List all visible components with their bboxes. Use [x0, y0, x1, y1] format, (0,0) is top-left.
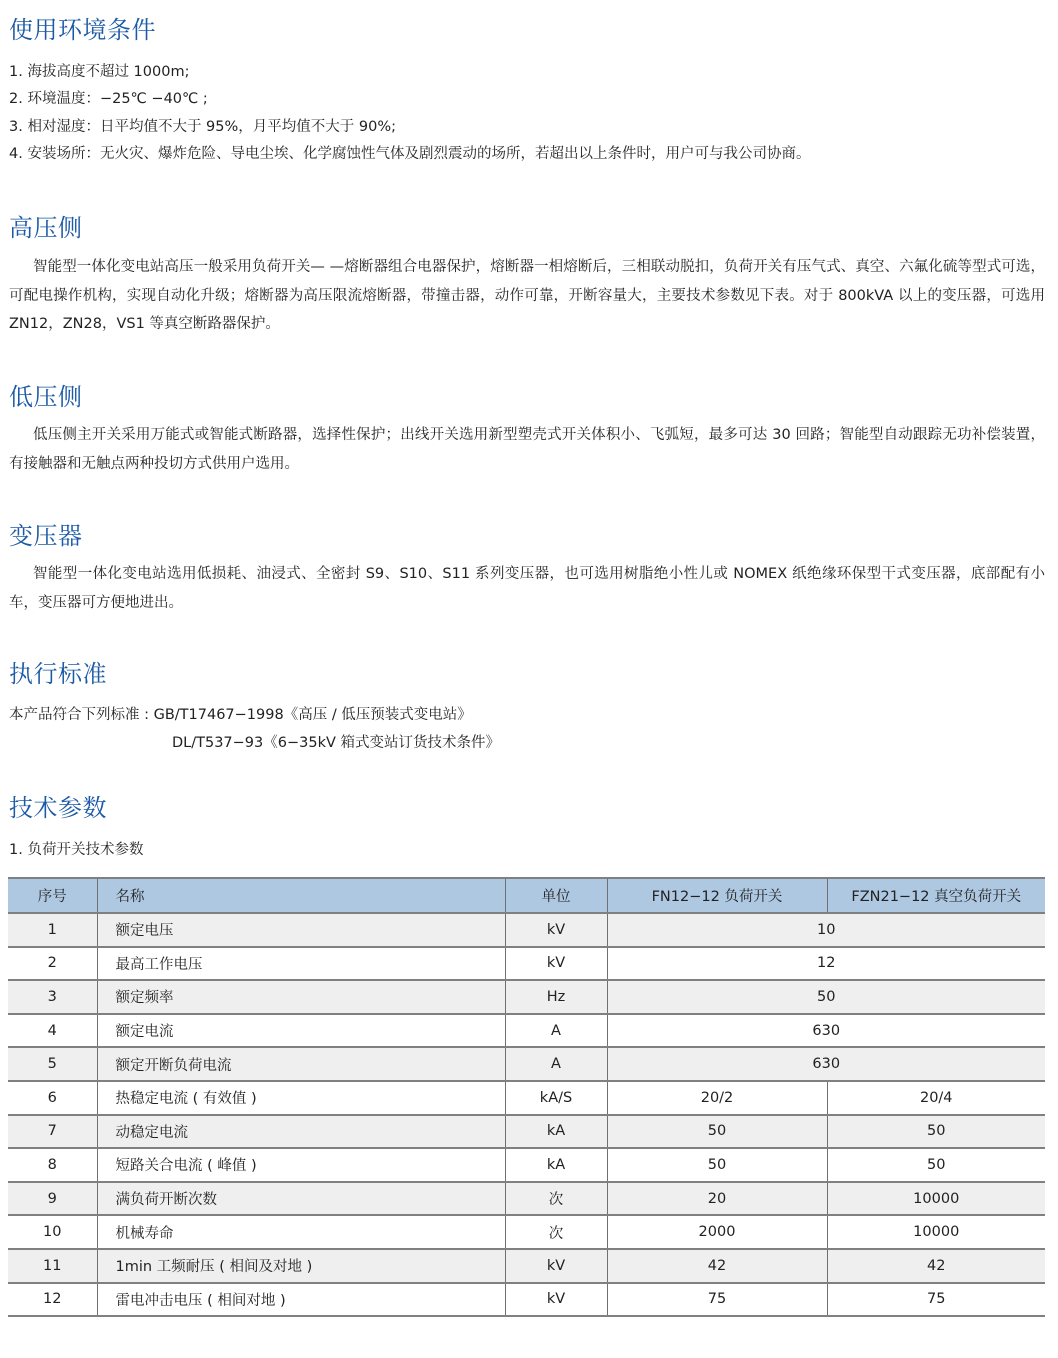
tech-subtitle: 1. 负荷开关技术参数: [9, 842, 144, 858]
cell-name: 额定开断负荷电流: [97, 1047, 505, 1081]
cell-value-fzn21: 10000: [827, 1215, 1045, 1249]
cell-no: 11: [8, 1249, 97, 1283]
cell-value-fn12: 20: [607, 1182, 827, 1216]
cell-value-merged: 10: [607, 913, 1045, 947]
cell-name: 额定电流: [97, 1014, 505, 1048]
cell-value-fn12: 20/2: [607, 1081, 827, 1115]
cell-name: 满负荷开断次数: [97, 1182, 505, 1216]
cell-name: 机械寿命: [97, 1215, 505, 1249]
table-row: [8, 980, 1045, 1014]
section-title-transformer: 变压器: [9, 522, 83, 550]
cell-value-merged: 630: [607, 1047, 1045, 1081]
hv-paragraph: 智能型一体化变电站高压一般采用负荷开关— —熔断器组合电器保护，熔断器一相熔断后，三相联动脱扣，负荷开关有压气式、真空、六氟化硫等型式可选，可配电操作机构，实现自动化升级；熔断器为高压限流熔断器，带撞击器，动作可靠，开断容量大，主要技术参数见下表。对于 800kVA 以上的变压器，可选用 ZN12，ZN28，VS1 等真空断路器保护。: [9, 259, 1045, 332]
load-switch-spec-table: [8, 877, 1045, 1317]
section-title-lv: 低压侧: [9, 383, 83, 411]
cell-unit: kV: [505, 947, 607, 981]
cell-value-fn12: 2000: [607, 1215, 827, 1249]
cell-value-fn12: 42: [607, 1249, 827, 1283]
cell-name: 额定频率: [97, 980, 505, 1014]
cell-unit: kA/S: [505, 1081, 607, 1115]
cell-value-fzn21: 10000: [827, 1182, 1045, 1216]
cell-unit: 次: [505, 1215, 607, 1249]
cell-no: 12: [8, 1283, 97, 1317]
section-title-standards: 执行标准: [9, 660, 107, 688]
cell-value-fzn21: 50: [827, 1115, 1045, 1149]
cell-no: 4: [8, 1014, 97, 1048]
section-title-tech: 技术参数: [9, 794, 107, 822]
cell-no: 7: [8, 1115, 97, 1149]
header-fn12: FN12−12 负荷开关: [607, 878, 827, 913]
cell-unit: kA: [505, 1148, 607, 1182]
cell-unit: A: [505, 1014, 607, 1048]
standard-line-1: 本产品符合下列标准 : GB/T17467−1998《高压 / 低压预装式变电站》: [9, 707, 472, 723]
cell-unit: kV: [505, 913, 607, 947]
section-title-hv: 高压侧: [9, 214, 83, 242]
cell-value-fzn21: 50: [827, 1148, 1045, 1182]
table-row: [8, 947, 1045, 981]
cell-value-fzn21: 20/4: [827, 1081, 1045, 1115]
transformer-paragraph: 智能型一体化变电站选用低损耗、油浸式、全密封 S9、S10、S11 系列变压器，也可选用树脂绝小性儿或 NOMEX 纸绝缘环保型干式变压器，底部配有小车，变压器可方便地进出。: [9, 566, 1045, 611]
header-fzn21: FZN21−12 真空负荷开关: [827, 878, 1045, 913]
table-row: [8, 1283, 1045, 1317]
table-row: [8, 1047, 1045, 1081]
cell-value-fzn21: 42: [827, 1249, 1045, 1283]
cell-no: 2: [8, 947, 97, 981]
table-row: [8, 1081, 1045, 1115]
cell-unit: kV: [505, 1283, 607, 1317]
cell-unit: 次: [505, 1182, 607, 1216]
cell-unit: kV: [505, 1249, 607, 1283]
table-row: [8, 1115, 1045, 1149]
cell-name: 动稳定电流: [97, 1115, 505, 1149]
cell-no: 9: [8, 1182, 97, 1216]
table-row: [8, 1148, 1045, 1182]
table-row: [8, 1215, 1045, 1249]
cell-value-fn12: 75: [607, 1283, 827, 1317]
cell-name: 最高工作电压: [97, 947, 505, 981]
cell-no: 5: [8, 1047, 97, 1081]
cell-name: 短路关合电流 ( 峰值 ): [97, 1148, 505, 1182]
table-row: [8, 1182, 1045, 1216]
cell-name: 额定电压: [97, 913, 505, 947]
cell-unit: kA: [505, 1115, 607, 1149]
cell-no: 6: [8, 1081, 97, 1115]
cell-name: 热稳定电流 ( 有效值 ): [97, 1081, 505, 1115]
env-item: 2. 环境温度：−25℃ −40℃ ;: [9, 91, 208, 107]
lv-paragraph: 低压侧主开关采用万能式或智能式断路器，选择性保护；出线开关选用新型塑壳式开关体积小、飞弧短，最多可达 30 回路；智能型自动跟踪无功补偿装置，有接触器和无触点两种投切方式供用户选用。: [9, 427, 1045, 472]
header-no: 序号: [8, 878, 97, 913]
cell-no: 10: [8, 1215, 97, 1249]
env-item: 1. 海拔高度不超过 1000m;: [9, 64, 190, 80]
cell-value-fn12: 50: [607, 1148, 827, 1182]
table-row: [8, 913, 1045, 947]
env-item: 3. 相对湿度：日平均值不大于 95%，月平均值不大于 90%;: [9, 119, 397, 135]
cell-value-merged: 50: [607, 980, 1045, 1014]
standard-line-2: DL/T537−93《6−35kV 箱式变站订货技术条件》: [172, 735, 501, 751]
cell-unit: Hz: [505, 980, 607, 1014]
cell-name: 雷电冲击电压 ( 相间对地 ): [97, 1283, 505, 1317]
table-header-row: [8, 878, 1045, 913]
cell-no: 3: [8, 980, 97, 1014]
section-title-env: 使用环境条件: [9, 16, 156, 44]
table-row: [8, 1014, 1045, 1048]
table-row: [8, 1249, 1045, 1283]
header-name: 名称: [97, 878, 505, 913]
cell-name: 1min 工频耐压 ( 相间及对地 ): [97, 1249, 505, 1283]
cell-value-fzn21: 75: [827, 1283, 1045, 1317]
cell-no: 8: [8, 1148, 97, 1182]
header-unit: 单位: [505, 878, 607, 913]
cell-unit: A: [505, 1047, 607, 1081]
env-item: 4. 安装场所：无火灾、爆炸危险、导电尘埃、化学腐蚀性气体及剧烈震动的场所，若超出以上条件时，用户可与我公司协商。: [9, 146, 811, 162]
cell-no: 1: [8, 913, 97, 947]
cell-value-merged: 630: [607, 1014, 1045, 1048]
cell-value-merged: 12: [607, 947, 1045, 981]
cell-value-fn12: 50: [607, 1115, 827, 1149]
